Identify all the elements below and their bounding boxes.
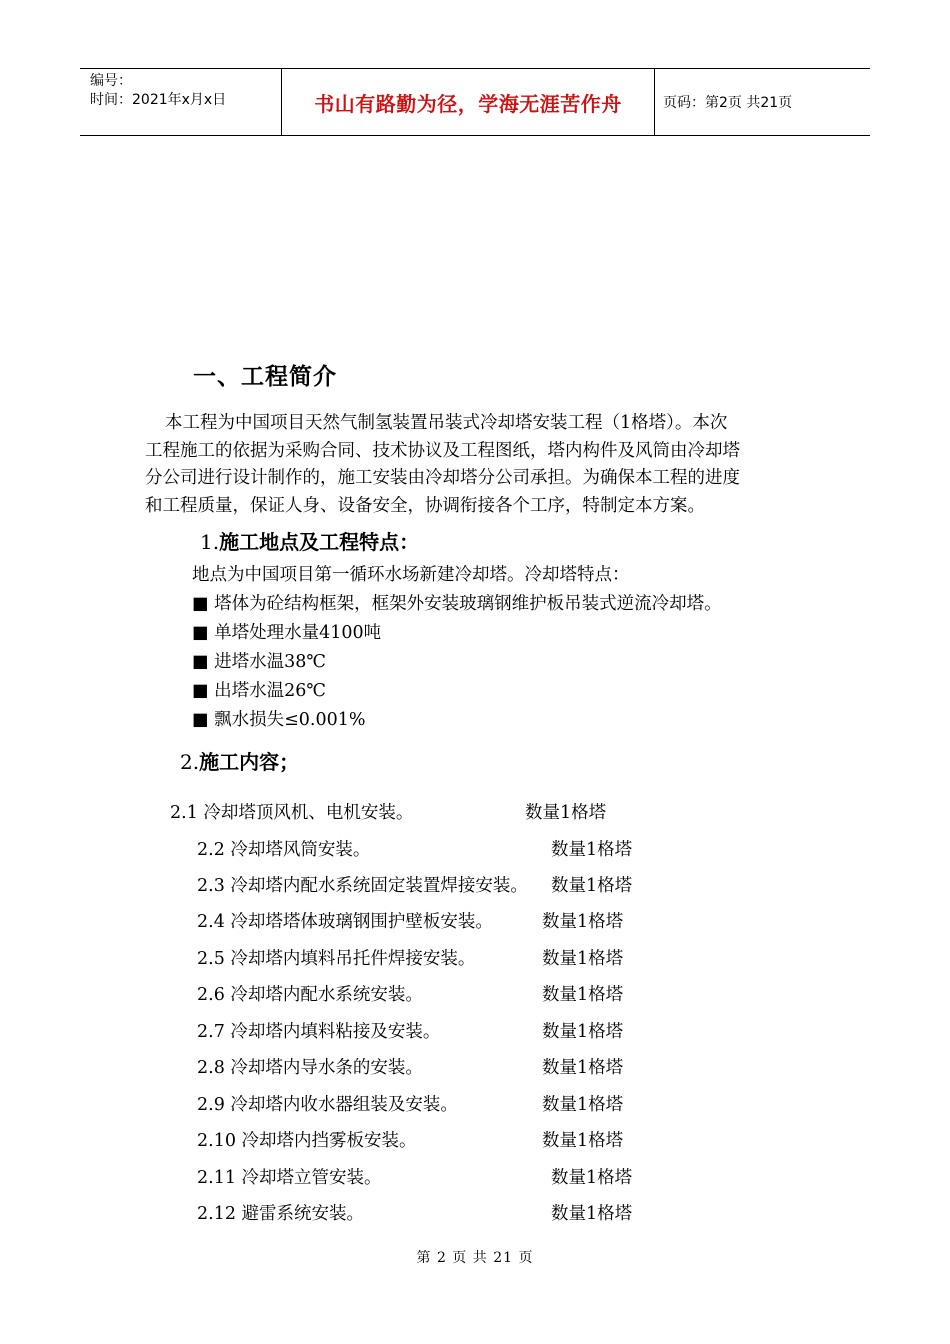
paragraph-line: 分公司进行设计制作的，施工安装由冷却塔分公司承担。为确保本工程的进度 [145, 468, 740, 488]
paragraph-line: 本工程为中国项目天然气制氢装置吊装式冷却塔安装工程（1格塔）。本次 [165, 413, 728, 433]
work-item-quantity: 数量1格塔 [542, 1058, 624, 1078]
subsection-heading-1 [200, 526, 419, 555]
header-page-info: 页码：第2页 共21页 [663, 95, 793, 111]
header-motto: 书山有路勤为径，学海无涯苦作舟 [314, 91, 622, 116]
work-item: 2.7 冷却塔内填料粘接及安装。 [197, 1022, 441, 1042]
feature-bullet: ■ 塔体为砼结构框架，框架外安装玻璃钢维护板吊装式逆流冷却塔。 [192, 594, 722, 614]
work-item-quantity: 数量1格塔 [551, 840, 633, 860]
work-item-quantity: 数量1格塔 [542, 1095, 624, 1115]
location-intro: 地点为中国项目第一循环水场新建冷却塔。冷却塔特点： [192, 565, 630, 585]
work-item: 2.5 冷却塔内填料吊托件焊接安装。 [197, 949, 476, 969]
work-item-quantity: 数量1格塔 [542, 1022, 624, 1042]
subsection-number: 2. [180, 750, 200, 774]
work-item: 2.6 冷却塔内配水系统安装。 [197, 985, 423, 1005]
work-item: 2.3 冷却塔内配水系统固定装置焊接安装。 [197, 876, 528, 896]
paragraph-line: 和工程质量，保证人身、设备安全，协调衔接各个工序，特制定本方案。 [145, 495, 705, 516]
header-left-cell [80, 69, 282, 135]
work-item: 2.2 冷却塔风筒安装。 [197, 840, 371, 860]
paragraph-line: 工程施工的依据为采购合同、技术协议及工程图纸，塔内构件及风筒由冷却塔 [145, 440, 740, 461]
work-item: 2.4 冷却塔塔体玻璃钢围护壁板安装。 [197, 912, 493, 932]
work-item: 2.1 冷却塔顶风机、电机安装。 [170, 803, 414, 823]
header-table [80, 68, 870, 136]
section-title: 一、工程简介 [193, 364, 337, 390]
work-item-quantity: 数量1格塔 [542, 1131, 624, 1151]
header-motto-cell [282, 69, 655, 135]
work-item: 2.11 冷却塔立管安装。 [197, 1168, 382, 1188]
feature-bullet: ■ 进塔水温38℃ [192, 652, 326, 672]
subsection-title: 施工内容； [199, 750, 300, 774]
feature-bullet: ■ 出塔水温26℃ [192, 681, 326, 701]
subsection-title: 施工地点及工程特点： [219, 530, 420, 554]
work-item-quantity: 数量1格塔 [525, 803, 607, 823]
work-item: 2.12 避雷系统安装。 [197, 1204, 365, 1224]
work-item-quantity: 数量1格塔 [542, 949, 624, 969]
header-page-cell [655, 69, 870, 135]
subsection-number: 1. [200, 530, 220, 554]
work-item-quantity: 数量1格塔 [551, 1204, 633, 1224]
work-item-quantity: 数量1格塔 [551, 1168, 633, 1188]
intro-paragraph [145, 410, 815, 520]
feature-bullet: ■ 单塔处理水量4100吨 [192, 623, 382, 643]
page-footer: 第 2 页 共 21 页 [416, 1250, 534, 1266]
work-item: 2.8 冷却塔内导水条的安装。 [197, 1058, 423, 1078]
work-item-quantity: 数量1格塔 [551, 876, 633, 896]
subsection-heading-2 [180, 746, 299, 775]
document-number-label: 编号： [90, 73, 132, 89]
work-item-quantity: 数量1格塔 [542, 985, 624, 1005]
work-item: 2.10 冷却塔内挡雾板安装。 [197, 1131, 417, 1151]
document-time-label: 时间：2021年x月x日 [90, 92, 227, 108]
feature-bullet: ■ 飘水损失≤0.001% [192, 710, 366, 730]
work-item: 2.9 冷却塔内收水器组装及安装。 [197, 1095, 458, 1115]
work-item-quantity: 数量1格塔 [542, 912, 624, 932]
